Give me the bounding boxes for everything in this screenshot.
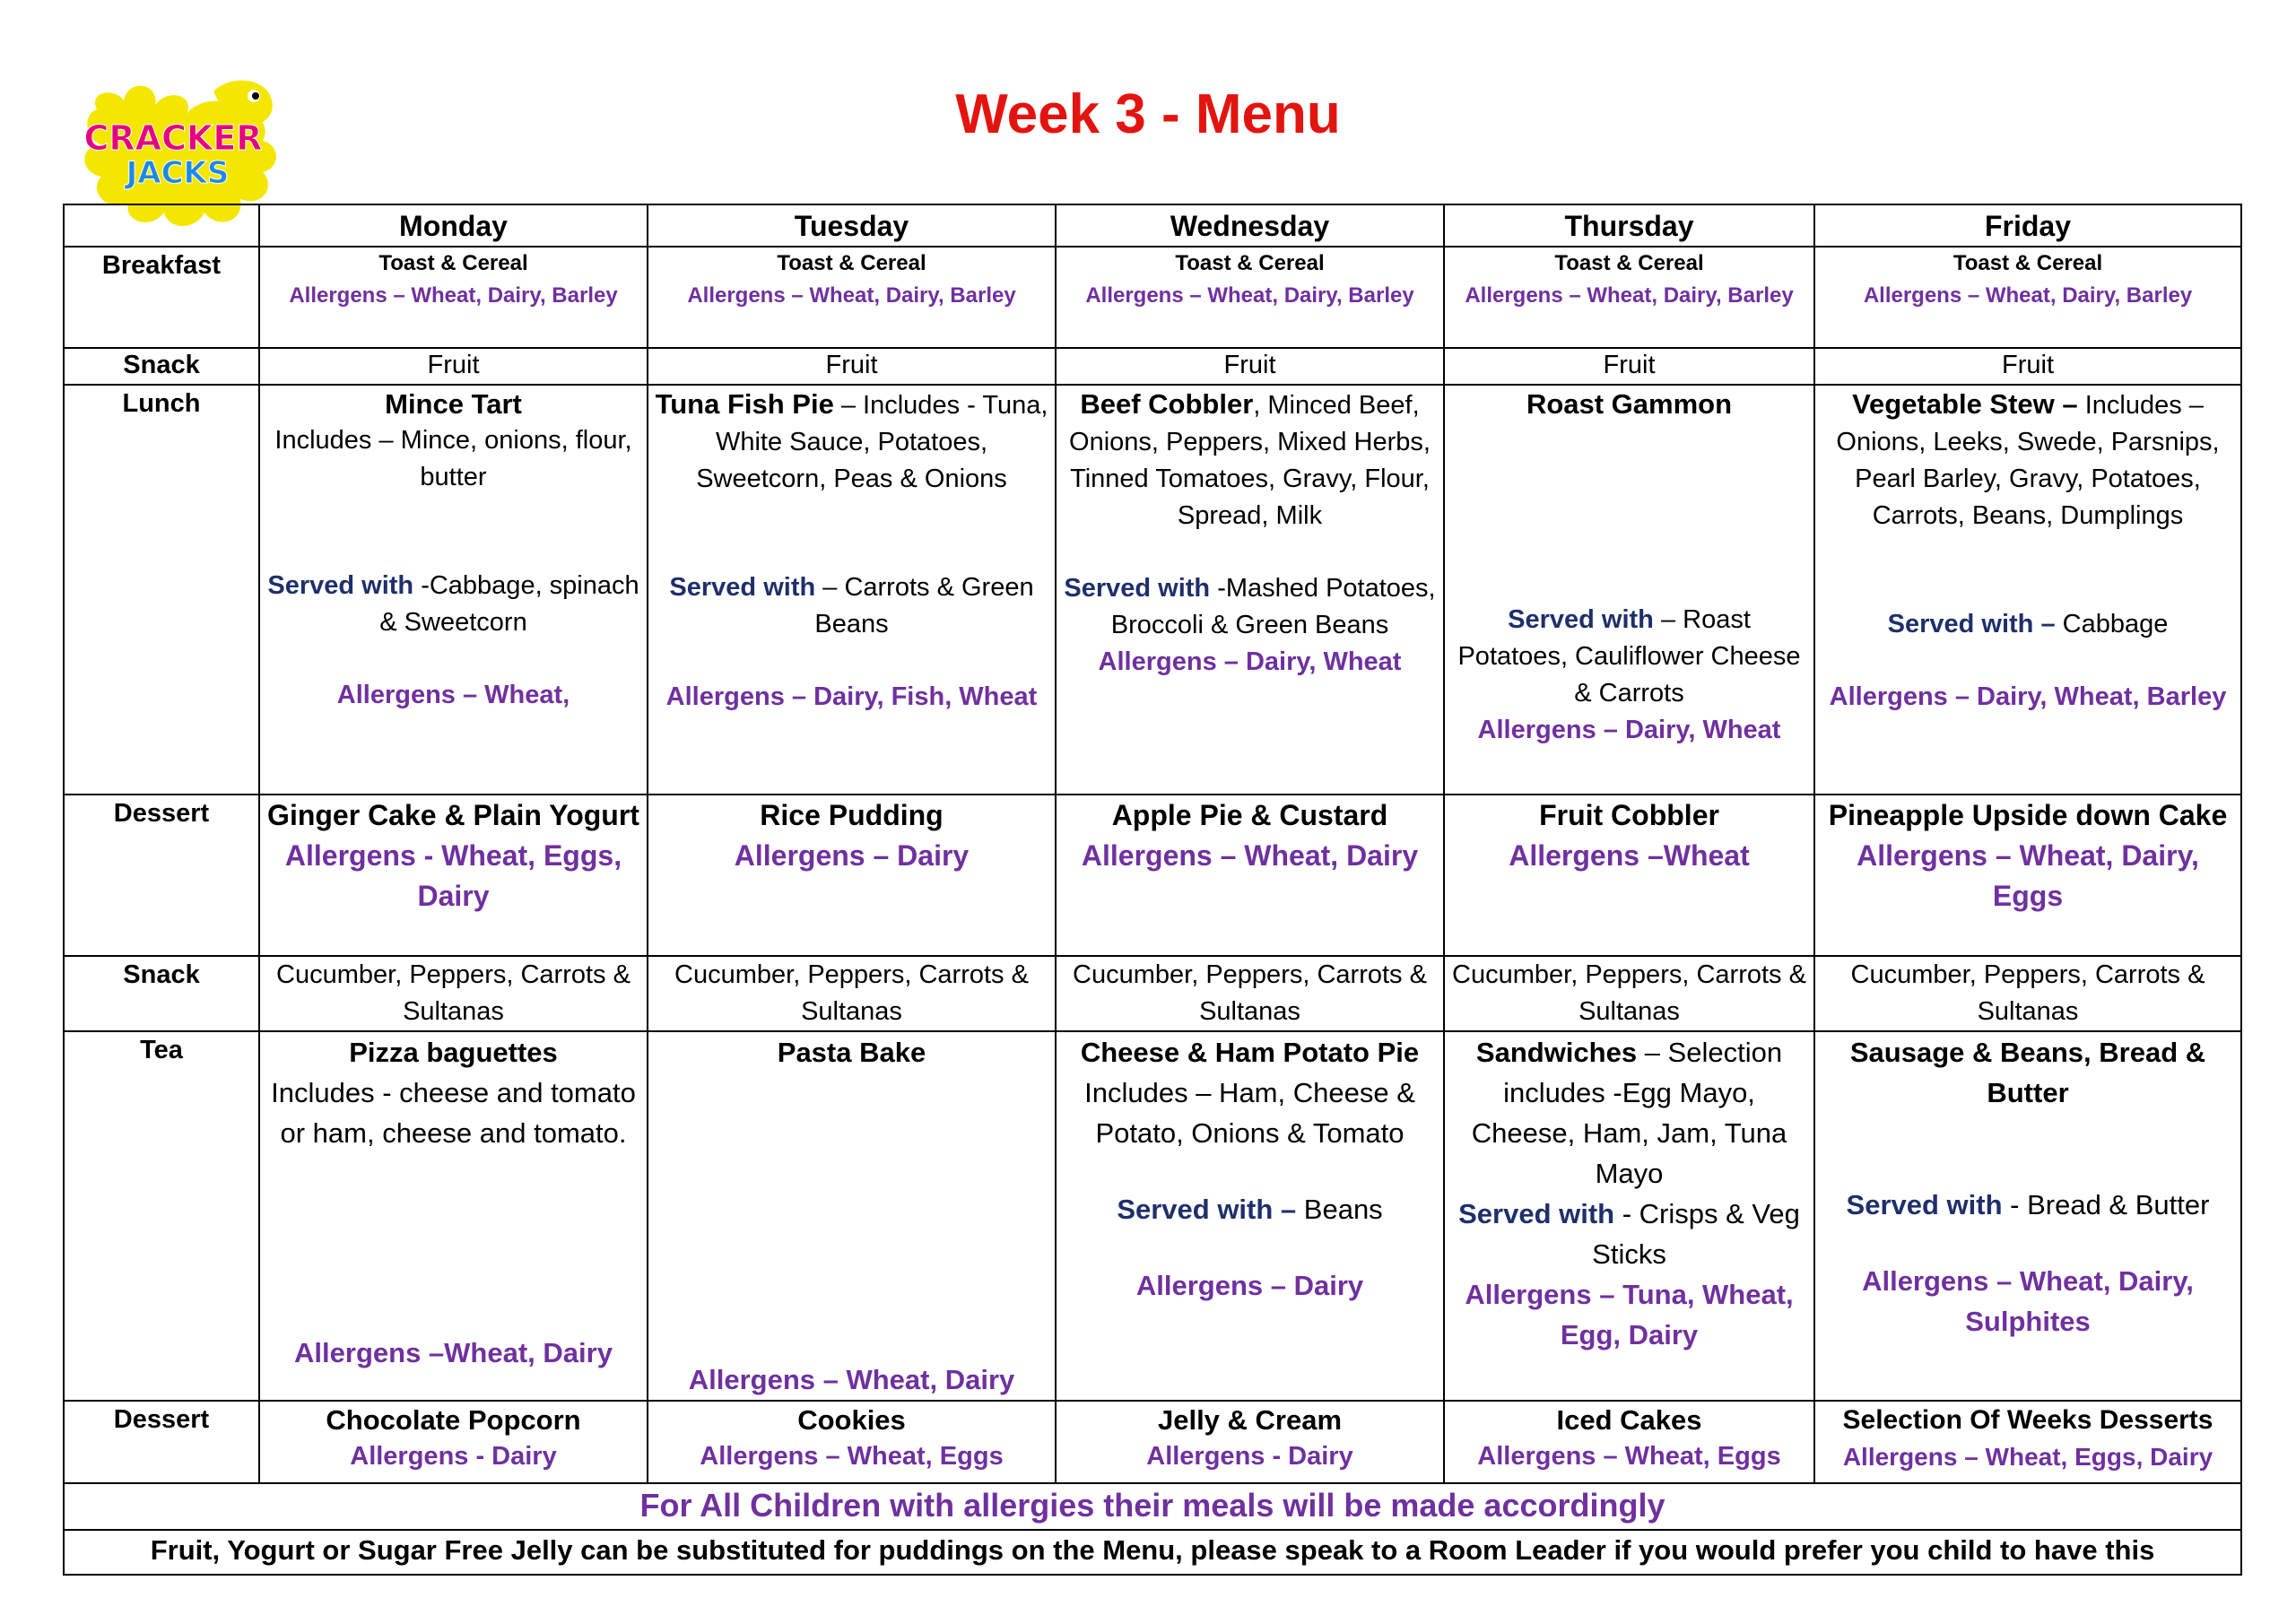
- allergens-text: Allergens – Wheat, Dairy, Barley: [1863, 283, 2193, 308]
- dish-name: Fruit Cobbler: [1539, 799, 1719, 831]
- row-label-snack: Snack: [64, 348, 259, 385]
- lunch-cell-tuesday: [648, 385, 1056, 795]
- dessert-row-1: [64, 795, 2241, 956]
- dish-name: Toast & Cereal: [1554, 251, 1704, 275]
- row-label-tea: Tea: [64, 1031, 259, 1401]
- dish-name: Pineapple Upside down Cake: [1828, 799, 2228, 831]
- dish-name: Toast & Cereal: [1952, 251, 2103, 275]
- allergens-text: Allergens – Wheat, Eggs, Dairy: [1842, 1443, 2213, 1471]
- tea-cell-monday: [259, 1031, 648, 1401]
- dish-name: Toast & Cereal: [378, 251, 528, 275]
- dish-name: Vegetable Stew –: [1852, 388, 2078, 420]
- allergens-text: Allergens – Dairy, Wheat: [1098, 647, 1402, 676]
- row-label-snack: Snack: [64, 956, 259, 1031]
- served-with-text: – Carrots & Green Beans: [814, 573, 1034, 638]
- served-with-label: Served with –: [1117, 1194, 1297, 1225]
- snack-cell: Cucumber, Peppers, Carrots & Sultanas: [1444, 956, 1814, 1031]
- served-with-label: Served with: [1508, 605, 1654, 634]
- dish-name: Roast Gammon: [1526, 388, 1733, 420]
- row-label-breakfast: Breakfast: [64, 247, 259, 348]
- dessert-cell: [259, 1401, 648, 1483]
- breakfast-cell: [1444, 247, 1814, 348]
- snack-cell: Cucumber, Peppers, Carrots & Sultanas: [259, 956, 648, 1031]
- breakfast-cell: [259, 247, 648, 348]
- served-with-label: Served with: [1846, 1189, 2003, 1220]
- snack-cell: Fruit: [1814, 348, 2241, 385]
- served-with-label: Served with –: [1887, 610, 2056, 638]
- day-header-friday: Friday: [1814, 204, 2241, 247]
- dish-description: Includes – Mince, onions, flour, butter: [274, 426, 632, 491]
- header-row: [64, 204, 2241, 247]
- served-with-text: Cabbage: [2055, 610, 2169, 638]
- allergens-text: Allergens - Wheat, Eggs, Dairy: [284, 839, 622, 912]
- dish-description: – Includes - Tuna, White Sauce, Potatoes, Sweetcorn, Peas & Onions: [696, 391, 1048, 493]
- lunch-cell-monday: [259, 385, 648, 795]
- lunch-cell-wednesday: [1056, 385, 1444, 795]
- tea-cell-wednesday: [1056, 1031, 1444, 1401]
- page-title: Week 3 - Menu: [955, 83, 1341, 145]
- breakfast-row: [64, 247, 2241, 348]
- dessert-cell: [1444, 795, 1814, 956]
- dish-name: Pasta Bake: [777, 1037, 926, 1068]
- dish-name: Jelly & Cream: [1157, 1404, 1343, 1436]
- dish-name: Tuna Fish Pie: [655, 388, 834, 420]
- allergens-text: Allergens – Wheat, Dairy, Barley: [687, 283, 1016, 308]
- allergens-text: Allergens – Wheat, Dairy, Barley: [289, 283, 618, 308]
- allergens-text: Allergens - Dairy: [1146, 1442, 1353, 1471]
- snack-cell: Fruit: [1056, 348, 1444, 385]
- tea-row: [64, 1031, 2241, 1401]
- tea-cell-friday: [1814, 1031, 2241, 1401]
- day-header-monday: Monday: [259, 204, 648, 247]
- logo-line2: JACKS: [126, 155, 230, 191]
- footer-row-1: [64, 1483, 2241, 1530]
- allergens-text: Allergens – Wheat, Eggs: [700, 1442, 1004, 1471]
- day-header-tuesday: Tuesday: [648, 204, 1056, 247]
- dish-name: Toast & Cereal: [1175, 251, 1325, 275]
- allergens-text: Allergens – Tuna, Wheat, Egg, Dairy: [1465, 1279, 1794, 1350]
- allergens-text: Allergens - Dairy: [350, 1442, 557, 1471]
- allergens-text: Allergens – Wheat,: [336, 681, 570, 709]
- dish-name: Chocolate Popcorn: [326, 1404, 581, 1436]
- dish-name: Pizza baguettes: [349, 1037, 558, 1068]
- served-with-text: -Mashed Potatoes, Broccoli & Green Beans: [1110, 574, 1436, 639]
- allergens-text: Allergens – Dairy: [1135, 1270, 1364, 1301]
- dessert-cell: [259, 795, 648, 956]
- row-label-dessert: Dessert: [64, 1401, 259, 1483]
- dish-name: Cookies: [797, 1404, 906, 1436]
- allergens-text: Allergens –Wheat, Dairy: [294, 1337, 613, 1368]
- dessert-cell: [1056, 795, 1444, 956]
- dish-description: – Selection includes -Egg Mayo, Cheese, Ham, Jam, Tuna Mayo: [1471, 1037, 1787, 1189]
- dish-name: Cheese & Ham Potato Pie: [1080, 1037, 1420, 1068]
- dish-name: Apple Pie & Custard: [1111, 799, 1388, 831]
- snack-cell: Cucumber, Peppers, Carrots & Sultanas: [1056, 956, 1444, 1031]
- allergens-text: Allergens – Wheat, Eggs: [1477, 1442, 1781, 1471]
- dish-name: Sandwiches: [1475, 1037, 1638, 1068]
- snack-row-2: [64, 956, 2241, 1031]
- dessert-cell: [1056, 1401, 1444, 1483]
- allergens-text: Allergens – Wheat, Dairy, Sulphites: [1862, 1265, 2194, 1337]
- dessert-cell: [1444, 1401, 1814, 1483]
- tea-cell-tuesday: [648, 1031, 1056, 1401]
- served-with-label: Served with: [1064, 574, 1211, 603]
- served-with-text: -Cabbage, spinach & Sweetcorn: [379, 571, 639, 637]
- served-with-label: Served with: [669, 573, 816, 602]
- served-with-text: - Crisps & Veg Sticks: [1592, 1198, 1800, 1270]
- dish-name: Iced Cakes: [1556, 1404, 1702, 1436]
- served-with-text: – Roast Potatoes, Cauliflower Cheese & Carrots: [1457, 605, 1801, 708]
- tea-cell-thursday: [1444, 1031, 1814, 1401]
- lunch-cell-thursday: [1444, 385, 1814, 795]
- row-label-lunch: Lunch: [64, 385, 259, 795]
- dish-name: Rice Pudding: [760, 799, 944, 831]
- breakfast-cell: [1056, 247, 1444, 348]
- allergy-note: For All Children with allergies their meals will be made accordingly: [64, 1483, 2241, 1530]
- snack-cell: Fruit: [648, 348, 1056, 385]
- menu-table: [63, 204, 2242, 1576]
- dish-name: Mince Tart: [385, 388, 522, 420]
- dessert-cell: [1814, 795, 2241, 956]
- dish-name: Sausage & Beans, Bread & Butter: [1849, 1037, 2206, 1108]
- dish-name: Selection Of Weeks Desserts: [1842, 1405, 2213, 1435]
- dish-description: Includes – Onions, Leeks, Swede, Parsnips, Pearl Barley, Gravy, Potatoes, Carrots, Beans, Dumplings: [1836, 391, 2220, 530]
- served-with-label: Served with: [1458, 1198, 1615, 1229]
- logo-line1: CRACKER: [83, 118, 263, 158]
- allergens-text: Allergens – Dairy: [734, 839, 970, 872]
- dish-description: Includes - cheese and tomato or ham, cheese and tomato.: [271, 1077, 636, 1149]
- lunch-cell-friday: [1814, 385, 2241, 795]
- allergens-text: Allergens – Wheat, Dairy, Barley: [1085, 283, 1414, 308]
- dish-description: , Minced Beef, Onions, Peppers, Mixed Herbs, Tinned Tomatoes, Gravy, Flour, Spread, Milk: [1069, 391, 1431, 530]
- served-with-text: Beans: [1296, 1194, 1383, 1225]
- dessert-cell: [648, 1401, 1056, 1483]
- breakfast-cell: [1814, 247, 2241, 348]
- snack-cell: Cucumber, Peppers, Carrots & Sultanas: [648, 956, 1056, 1031]
- dish-description: Includes – Ham, Cheese & Potato, Onions & Tomato: [1084, 1077, 1415, 1149]
- dish-name: Beef Cobbler: [1080, 388, 1254, 420]
- allergens-text: Allergens – Wheat, Dairy, Eggs: [1857, 839, 2199, 912]
- served-with-label: Served with: [267, 571, 414, 600]
- footer-row-2: [64, 1530, 2241, 1575]
- corner-cell: [64, 204, 259, 247]
- day-header-wednesday: Wednesday: [1056, 204, 1444, 247]
- dessert-row-2: [64, 1401, 2241, 1483]
- row-label-dessert: Dessert: [64, 795, 259, 956]
- allergens-text: Allergens – Dairy, Wheat, Barley: [1829, 682, 2227, 711]
- dessert-cell: [1814, 1401, 2241, 1483]
- served-with-text: - Bread & Butter: [2002, 1189, 2210, 1220]
- allergens-text: Allergens – Wheat, Dairy, Barley: [1465, 283, 1794, 308]
- dessert-cell: [648, 795, 1056, 956]
- dish-name: Ginger Cake & Plain Yogurt: [267, 799, 639, 831]
- day-header-thursday: Thursday: [1444, 204, 1814, 247]
- lunch-row: [64, 385, 2241, 795]
- allergens-text: Allergens – Wheat, Dairy: [1081, 839, 1419, 872]
- snack-cell: Cucumber, Peppers, Carrots & Sultanas: [1814, 956, 2241, 1031]
- allergens-text: Allergens –Wheat: [1509, 839, 1750, 872]
- snack-cell: Fruit: [259, 348, 648, 385]
- allergens-text: Allergens – Dairy, Wheat: [1477, 716, 1781, 744]
- snack-row-1: [64, 348, 2241, 385]
- substitution-note: Fruit, Yogurt or Sugar Free Jelly can be substituted for puddings on the Menu, please speak to a Room Leader if you would prefer you child to have this: [64, 1530, 2241, 1575]
- snack-cell: Fruit: [1444, 348, 1814, 385]
- allergens-text: Allergens – Dairy, Fish, Wheat: [665, 682, 1038, 711]
- allergens-text: Allergens – Wheat, Dairy: [688, 1364, 1015, 1395]
- breakfast-cell: [648, 247, 1056, 348]
- dish-name: Toast & Cereal: [777, 251, 926, 275]
